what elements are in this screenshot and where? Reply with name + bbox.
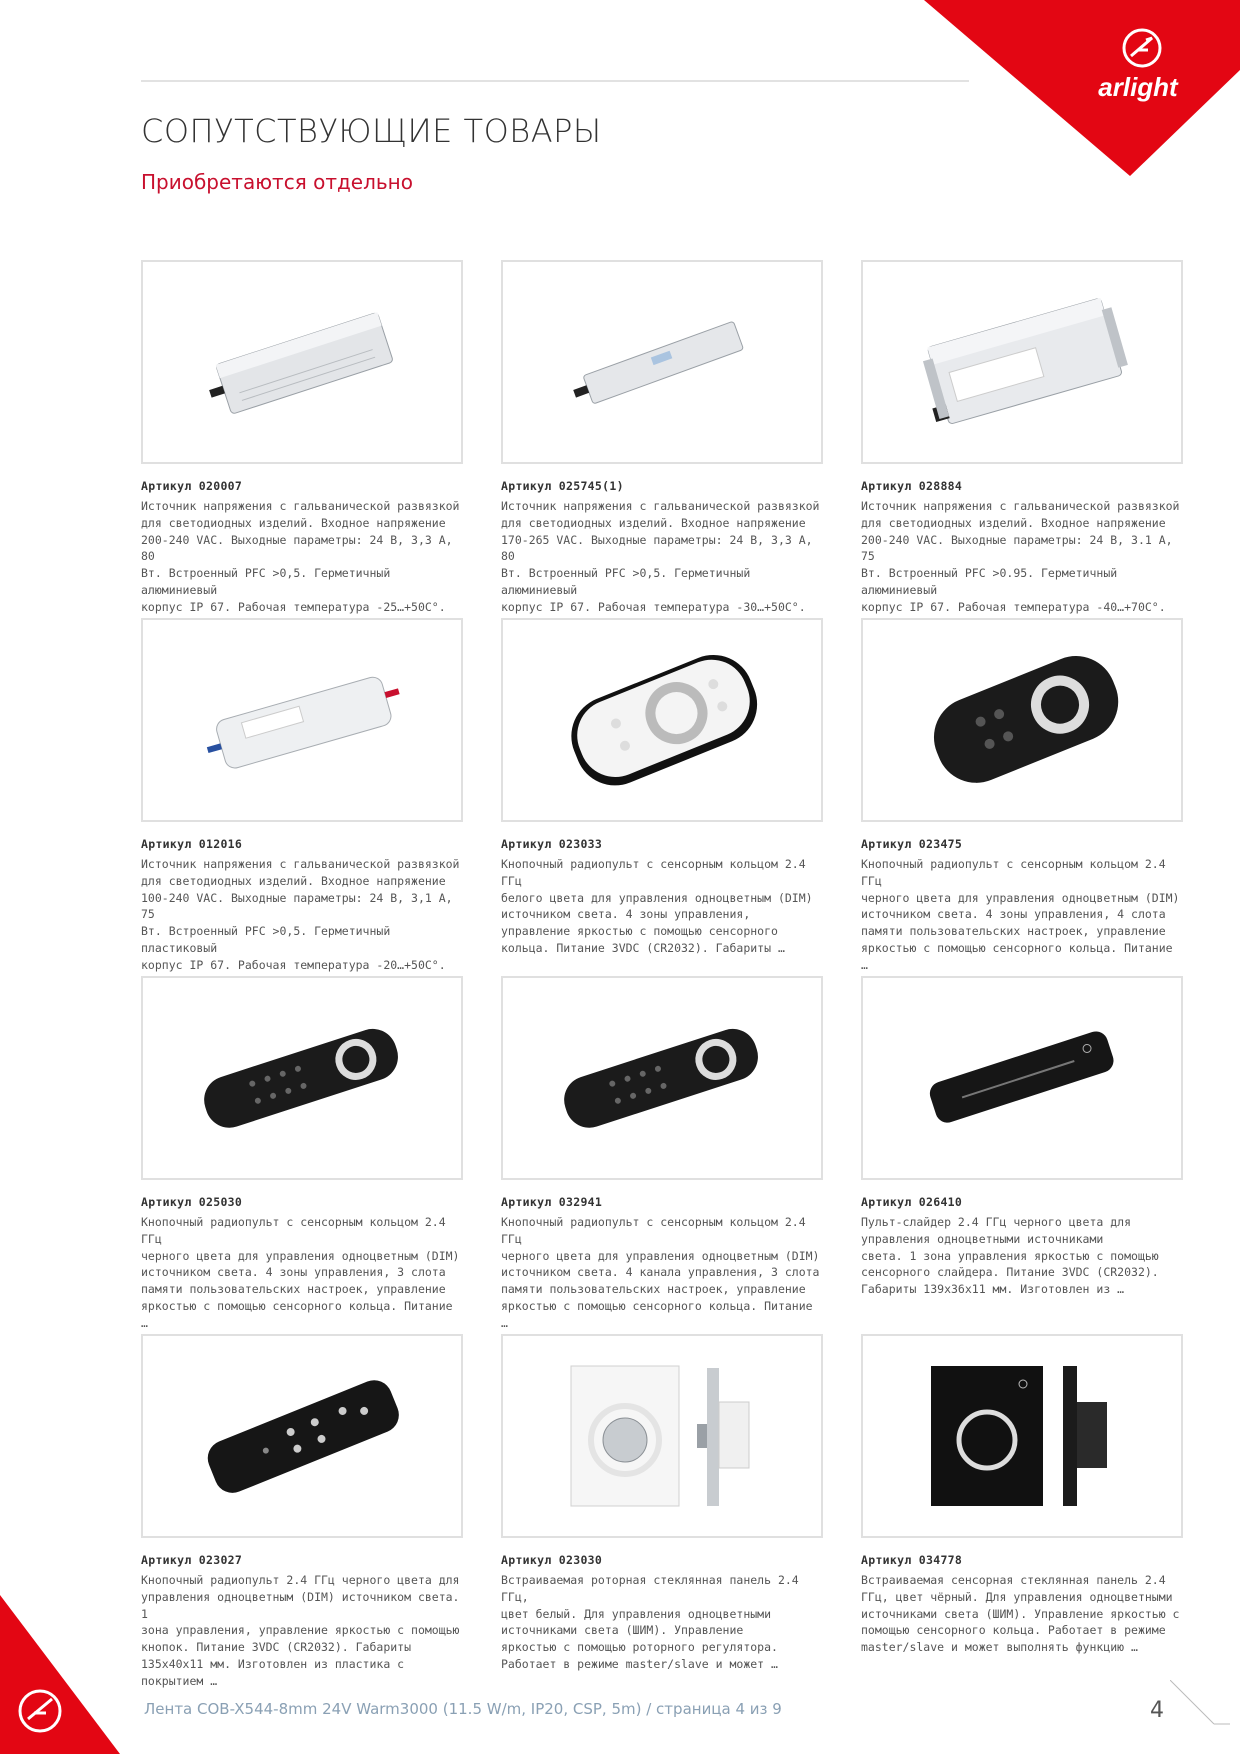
desc-line: корпус IP 67. Рабочая температура -30…+50C°. xyxy=(501,599,806,614)
desc-line: памяти пользовательских настроек, управление xyxy=(141,1282,446,1297)
desc-line: управление яркостью с помощью сенсорного xyxy=(501,924,778,939)
slider-remote-icon xyxy=(863,978,1181,1178)
desc-line: памяти пользовательских настроек, управление xyxy=(861,924,1166,939)
desc-line: кольца. Питание 3VDC (CR2032). Габариты … xyxy=(501,940,785,955)
product-description xyxy=(501,1214,823,1332)
product-description xyxy=(141,1572,463,1690)
button-remote-icon xyxy=(143,1336,461,1536)
desc-line: 200-240 VAC. Выходные параметры: 24 В, 3.1 А, 75 xyxy=(861,532,1173,564)
desc-line: Вт. Встроенный PFC >0,5. Герметичный алюминиевый xyxy=(141,566,391,597)
product-description xyxy=(501,498,823,616)
psu-aluminum-icon xyxy=(143,262,461,462)
desc-line: Работает в режиме master/slave и может … xyxy=(501,1656,778,1671)
product-image xyxy=(141,260,463,464)
remote-long-black-icon xyxy=(143,978,461,1178)
desc-line: яркостью с помощью сенсорного кольца. Питание … xyxy=(501,1298,813,1330)
desc-line: сенсорного слайдера. Питание 3VDC (CR2032). xyxy=(861,1265,1159,1280)
corner-fold-line xyxy=(1170,1680,1230,1740)
desc-line: Кнопочный радиопульт 2.4 ГГц черного цвета для xyxy=(141,1573,460,1587)
remote-black-icon xyxy=(863,620,1181,820)
desc-line: для светодиодных изделий. Входное напряжение xyxy=(141,873,446,888)
desc-line: помощью сенсорного кольца. Работает в режиме xyxy=(861,1623,1166,1638)
product-card[interactable] xyxy=(501,618,823,957)
product-card[interactable] xyxy=(501,260,823,616)
desc-line: цвет белый. Для управления одноцветными xyxy=(501,1606,772,1621)
rotary-panel-icon xyxy=(503,1336,821,1536)
desc-line: Габариты 139x36x11 мм. Изготовлен из … xyxy=(861,1282,1125,1297)
desc-line: 200-240 VAC. Выходные параметры: 24 В, 3,3 А, 80 xyxy=(141,532,453,564)
product-sku: Артикул 020007 xyxy=(141,479,243,493)
desc-line: Вт. Встроенный PFC >0,5. Герметичный пластиковый xyxy=(141,924,391,955)
desc-line: для светодиодных изделий. Входное напряжение xyxy=(861,515,1166,530)
desc-line: источниками света (ШИМ). Управление xyxy=(501,1623,744,1638)
product-description xyxy=(861,498,1183,616)
desc-line: Кнопочный радиопульт с сенсорным кольцом 2.4 ГГц xyxy=(861,857,1166,888)
header-rule xyxy=(141,80,969,82)
desc-line: Источник напряжения с гальванической развязкой xyxy=(861,499,1180,513)
product-card[interactable] xyxy=(861,618,1183,974)
product-sku: Артикул 028884 xyxy=(861,479,963,493)
desc-line: 135x40x11 мм. Изготовлен из пластика с покрытием … xyxy=(141,1656,405,1688)
brand-logo-corner xyxy=(924,0,1240,176)
desc-line: Кнопочный радиопульт с сенсорным кольцом 2.4 ГГц xyxy=(501,1215,806,1246)
product-description xyxy=(861,1572,1183,1656)
brand-logo-corner-bottom xyxy=(0,1595,120,1754)
product-card[interactable] xyxy=(141,976,463,1332)
desc-line: корпус IP 67. Рабочая температура -40…+70C°. xyxy=(861,599,1166,614)
logo-text: arlight xyxy=(1098,72,1178,102)
product-image xyxy=(861,1334,1183,1538)
desc-line: Пульт-слайдер 2.4 ГГц черного цвета для xyxy=(861,1215,1132,1229)
remote-long-black-icon xyxy=(503,978,821,1178)
desc-line: 170-265 VAC. Выходные параметры: 24 В, 3,3 А, 80 xyxy=(501,532,813,564)
product-card[interactable] xyxy=(501,976,823,1332)
desc-line: яркостью с помощью сенсорного кольца. Питание … xyxy=(141,1298,453,1330)
product-sku: Артикул 023475 xyxy=(861,837,963,851)
product-image xyxy=(141,1334,463,1538)
product-sku: Артикул 023027 xyxy=(141,1553,243,1567)
product-description xyxy=(861,856,1183,974)
remote-white-icon xyxy=(503,620,821,820)
product-image xyxy=(861,976,1183,1180)
touch-panel-icon xyxy=(863,1336,1181,1536)
product-sku: Артикул 026410 xyxy=(861,1195,963,1209)
desc-line: Кнопочный радиопульт с сенсорным кольцом 2.4 ГГц xyxy=(141,1215,446,1246)
psu-plastic-icon xyxy=(143,620,461,820)
desc-line: управления одноцветными источниками xyxy=(861,1231,1104,1246)
product-image xyxy=(501,1334,823,1538)
desc-line: источником света. 4 зоны управления, xyxy=(501,907,751,922)
desc-line: Источник напряжения с гальванической развязкой xyxy=(501,499,820,513)
product-card[interactable] xyxy=(861,1334,1183,1656)
desc-line: master/slave и может выполнять функцию … xyxy=(861,1640,1138,1655)
desc-line: Вт. Встроенный PFC >0,5. Герметичный алюминиевый xyxy=(501,566,751,597)
product-description xyxy=(141,856,463,974)
desc-line: ГГц, цвет чёрный. Для управления одноцветными xyxy=(861,1589,1173,1604)
desc-line: источниками света (ШИМ). Управление яркостью с xyxy=(861,1606,1180,1621)
product-image xyxy=(141,976,463,1180)
product-image xyxy=(861,260,1183,464)
desc-line: для светодиодных изделий. Входное напряжение xyxy=(501,515,806,530)
desc-line: источником света. 4 зоны управления, 4 слота xyxy=(861,907,1166,922)
desc-line: черного цвета для управления одноцветным (DIM) xyxy=(501,1248,820,1263)
desc-line: памяти пользовательских настроек, управление xyxy=(501,1282,806,1297)
product-sku: Артикул 032941 xyxy=(501,1195,603,1209)
desc-line: корпус IP 67. Рабочая температура -25…+50C°. xyxy=(141,599,446,614)
desc-line: Вт. Встроенный PFC >0.95. Герметичный алюминиевый xyxy=(861,566,1118,597)
page-number: 4 xyxy=(1150,1698,1164,1723)
product-card[interactable] xyxy=(501,1334,823,1673)
product-card[interactable] xyxy=(861,260,1183,616)
desc-line: света. 1 зона управления яркостью с помощью xyxy=(861,1248,1159,1263)
desc-line: черного цвета для управления одноцветным (DIM) xyxy=(141,1248,460,1263)
product-card[interactable] xyxy=(141,260,463,616)
product-description xyxy=(861,1214,1183,1298)
desc-line: для светодиодных изделий. Входное напряжение xyxy=(141,515,446,530)
desc-line: яркостью с помощью сенсорного кольца. Питание … xyxy=(861,940,1173,972)
desc-line: Источник напряжения с гальванической развязкой xyxy=(141,499,460,513)
desc-line: кнопок. Питание 3VDC (CR2032). Габариты xyxy=(141,1640,412,1655)
product-sku: Артикул 023033 xyxy=(501,837,603,851)
product-sku: Артикул 025030 xyxy=(141,1195,243,1209)
product-card[interactable] xyxy=(141,1334,463,1690)
product-description xyxy=(501,856,823,957)
desc-line: корпус IP 67. Рабочая температура -20…+50C°. xyxy=(141,957,446,972)
page-title: СОПУТСТВУЮЩИЕ ТОВАРЫ xyxy=(141,112,602,150)
product-image xyxy=(501,618,823,822)
desc-line: управления одноцветным (DIM) источником света. 1 xyxy=(141,1589,460,1621)
desc-line: Встраиваемая сенсорная стеклянная панель 2.4 xyxy=(861,1573,1166,1587)
product-card[interactable] xyxy=(861,976,1183,1298)
product-card[interactable] xyxy=(141,618,463,974)
product-description xyxy=(141,1214,463,1332)
psu-large-icon xyxy=(863,262,1181,462)
desc-line: яркостью с помощью роторного регулятора. xyxy=(501,1640,778,1655)
desc-line: белого цвета для управления одноцветным (DIM) xyxy=(501,890,813,905)
product-sku: Артикул 012016 xyxy=(141,837,243,851)
desc-line: Встраиваемая роторная стеклянная панель 2.4 ГГц, xyxy=(501,1573,799,1604)
product-description xyxy=(501,1572,823,1673)
psu-slim-icon xyxy=(503,262,821,462)
desc-line: зона управления, управление яркостью с помощью xyxy=(141,1623,460,1638)
product-description xyxy=(141,498,463,616)
product-sku: Артикул 023030 xyxy=(501,1553,603,1567)
product-sku: Артикул 034778 xyxy=(861,1553,963,1567)
product-image xyxy=(501,260,823,464)
desc-line: Кнопочный радиопульт с сенсорным кольцом 2.4 ГГц xyxy=(501,857,806,888)
product-sku: Артикул 025745(1) xyxy=(501,479,624,493)
page-subtitle: Приобретаются отдельно xyxy=(141,170,413,194)
product-image xyxy=(861,618,1183,822)
desc-line: источником света. 4 зоны управления, 3 слота xyxy=(141,1265,446,1280)
desc-line: источником света. 4 канала управления, 3 слота xyxy=(501,1265,820,1280)
product-image xyxy=(141,618,463,822)
product-image xyxy=(501,976,823,1180)
desc-line: 100-240 VAC. Выходные параметры: 24 В, 3,1 А, 75 xyxy=(141,890,453,922)
desc-line: черного цвета для управления одноцветным (DIM) xyxy=(861,890,1180,905)
footer-text: Лента COB-X544-8mm 24V Warm3000 (11.5 W/m, IP20, CSP, 5m) / страница 4 из 9 xyxy=(144,1700,782,1718)
desc-line: Источник напряжения с гальванической развязкой xyxy=(141,857,460,871)
